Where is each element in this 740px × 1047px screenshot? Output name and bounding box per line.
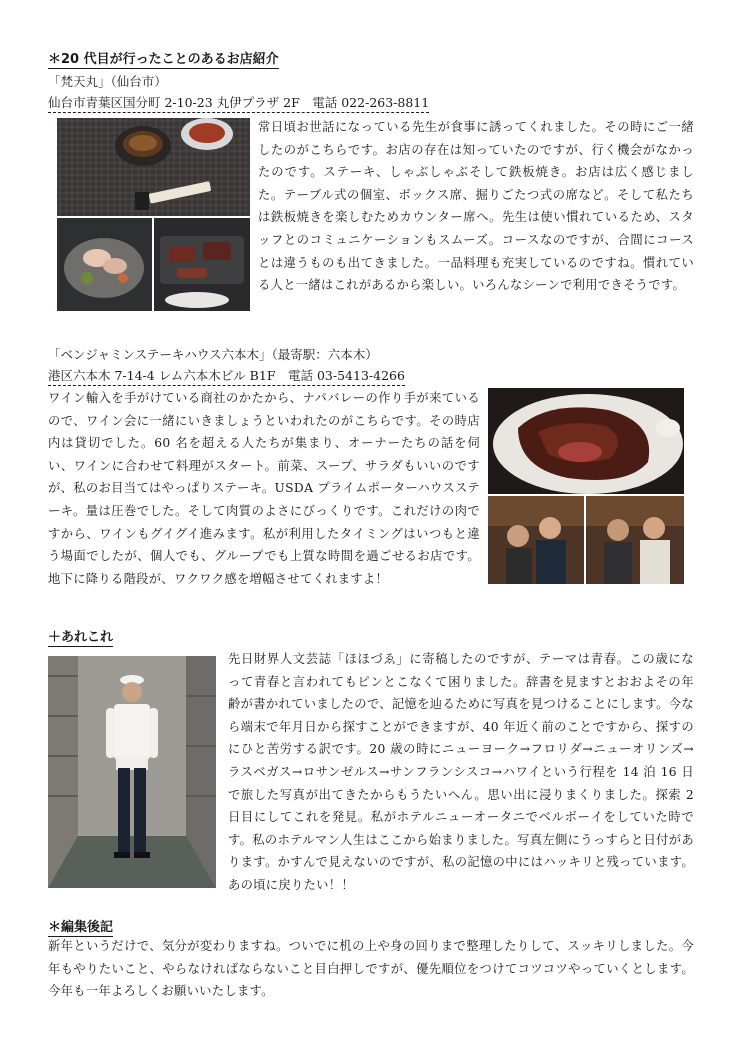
section-heading-editor-note: ＊編集後記 [48, 916, 113, 937]
steakhouse-photo [488, 388, 684, 584]
shop2-description: ワイン輸入を手がけている商社のかたから、ナパバレーの作り手が来ているので、ワイン会に一緒にいきましょうといわれたのがこちらです。その時店内は貸切でした。60 名を超える人たちが集まり、オーナーたちの話を伺い、ワインに合わせて料理がスタート。前菜、スープ、サラダもいいのですが、私のお目当てはやっぱりステーキ。USDA プライムポーターハウスステーキ。量は圧巻でした。そして肉質のよさにびっくりです。これだけの肉ですから、ワインもグイグイ進みます。私が利用したタイミングはいつもと違う場面でしたが、個人でも、グループでも上質な時間を過ごせるお店です。地下に降りる階段が、ワクワク感を増幅させてくれますよ！ [48, 391, 480, 586]
bontenmaru-food-photo [57, 118, 250, 311]
shop2-name: 「ベンジャミンステーキハウス六本木」（最寄駅：六本木） [48, 347, 378, 362]
section-heading-shops: ＊20 代目が行ったことのあるお店紹介 [48, 48, 279, 69]
shop1-address: 仙台市青葉区国分町 2-10-23 丸伊プラザ 2F 電話 022-263-8811 [48, 93, 429, 113]
section-heading-misc: ＋あれこれ [48, 626, 113, 647]
bellboy-photo [48, 656, 216, 888]
shop1-name: 「梵天丸」（仙台市） [48, 74, 167, 89]
misc-essay: 先日財界人文芸誌「ほほづゑ」に寄稿したのですが、テーマは青春。この歳になって青春と言われてもピンとこなくて困りました。辞書を見ますとおおよその年齢が書かれていましたので、記憶を辿るために写真を見つけることにします。今なら端末で年月日から探すことができますが、40 年近く前のことですから、探すのにひと苦労する訳です。20 歳の時にニューヨーク→フロリダ→ニューオリンズ→ラスベガス→ロサンゼルス→サンフランシスコ→ハワイという行程を 14 泊 16 日で旅した写真が出てきたからもうたいへん。思い出に浸りまくりました。探索 2 日目にしてこれを発見。私がホテルニューオータニでベルボーイをしていた時です。私のホテルマン人生はここから始まりました。写真左側にうっすらと日付があります。かすんで見えないのですが、私の記憶の中にはハッキリと残っています。あの頃に戻りたい！！ [228, 652, 694, 892]
shop2-address: 港区六本木 7-14-4 レム六本木ビル B1F 電話 03-5413-4266 [48, 366, 405, 386]
shop1-description: 常日頃お世話になっている先生が食事に誘ってくれました。その時にご一緒したのがこちらです。お店の存在は知っていたのですが、行く機会がなかったのです。ステーキ、しゃぶしゃぶそして鉄板焼き。お店は広く感じました。テーブル式の個室、ボックス席、掘りごたつ式の席など。そして私たちは鉄板焼きを楽しむためカウンター席へ。先生は使い慣れているため、スタッフとのコミュニケーションもスムーズ。コースなのですが、合間にコースとは違うものも出てきました。一品料理も充実しているのですね。慣れている人と一緒はこれがあるから楽しい。いろんなシーンで利用できそうです。 [258, 120, 694, 293]
editor-note: 新年というだけで、気分が変わりますね。ついでに机の上や身の回りまで整理したりして、スッキリしました。今年もやりたいこと、やらなければならないこと目白押しですが、優先順位をつけてコツコツやっていくとします。今年も一年よろしくお願いいたします。 [48, 939, 694, 999]
